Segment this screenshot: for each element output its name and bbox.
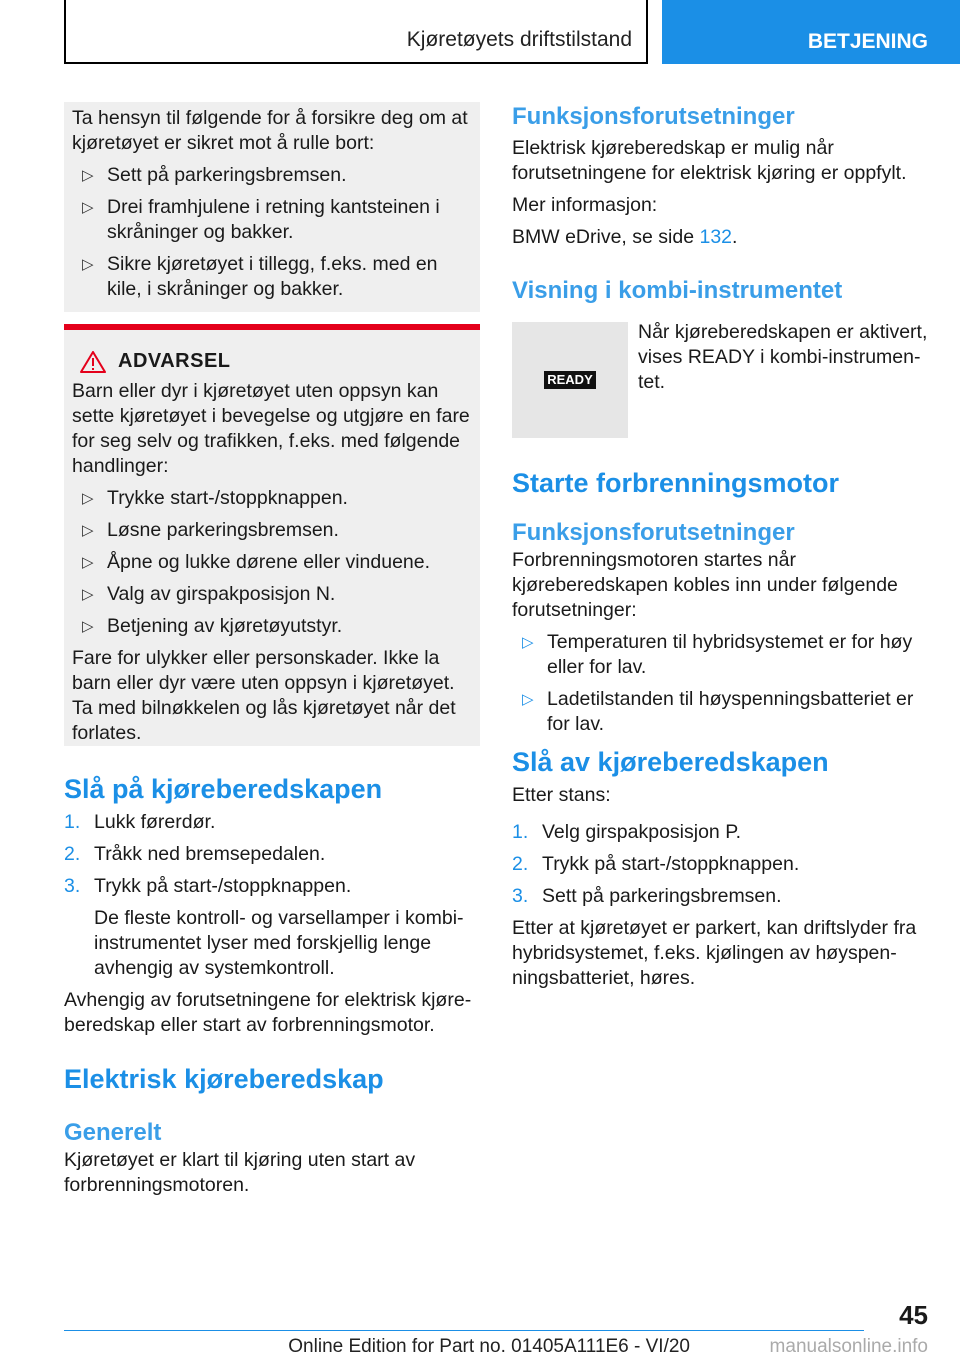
list-item: ▷ Åpne og lukke dørene eller vinduene.	[82, 551, 431, 573]
warning-heading	[72, 350, 472, 373]
section-heading: Slå på kjøreberedskapen	[64, 774, 383, 804]
step-item: 3. Trykk på start-/stoppknappen.	[64, 875, 352, 897]
list-item: ▷ Sett på parkeringsbremsen.	[82, 164, 347, 186]
page-number: 45	[899, 1300, 928, 1330]
section-heading: Starte forbrenningsmotor	[512, 468, 840, 498]
warning-list	[72, 486, 472, 639]
list-item: ▷ Valg av girspakposisjon N.	[82, 583, 336, 605]
section-text: Etter at kjøretøyet er parkert, kan driftslyder fra hybridsystemet, f.eks. kjølingen av høyspenningsbatteriet, høres.	[512, 917, 917, 989]
list-item: ▷ Ladetilstanden til høyspenningsbatteriet er for lav.	[522, 688, 914, 735]
section-start-engine	[512, 466, 928, 737]
warning-footer: Fare for ulykker eller personskader. Ikke la barn eller dyr være uten oppsyn i kjøretøyet. Ta med bilnøkkelen og lås kjøretøyet når det forlates.	[72, 647, 456, 744]
section-text: Forbrenningsmotoren startes når kjøreberedskapen kobles inn under følgende forutsetninger:	[512, 549, 898, 621]
reference-line: BMW eDrive, se side 132.	[512, 226, 738, 248]
intro-text: Ta hensyn til følgende for å forsikre deg om at kjøretøyet er sikret mot å rulle bort:	[72, 107, 468, 154]
section-heading: Elektrisk kjøreberedskap	[64, 1064, 384, 1094]
subsection-heading: Generelt	[64, 1119, 162, 1146]
intro-list	[72, 163, 472, 302]
header-title: Kjøretøyets driftstilstand	[406, 28, 632, 51]
ready-badge: READY	[544, 371, 596, 389]
header-frame	[64, 0, 648, 64]
section-intro: Etter stans:	[512, 784, 611, 806]
triangle-bullet-icon: ▷	[522, 634, 534, 651]
footer-edition: Online Edition for Part no. 01405A111E6 - VI/20	[288, 1336, 690, 1357]
section-heading: Slå av kjøreberedskapen	[512, 747, 829, 777]
triangle-bullet-icon: ▷	[522, 691, 534, 708]
subsection-heading: Funksjonsforutsetninger	[512, 519, 795, 546]
numbered-steps	[512, 820, 928, 909]
step-item: 2. Tråkk ned bremsepedalen.	[64, 843, 326, 865]
section-start-ready	[64, 772, 480, 1038]
header-section-tab: BETJENING	[662, 0, 960, 64]
warning-box	[64, 330, 480, 746]
section-text: Avhengig av forutsetningene for elektrisk kjøreberedskap eller start av forbrenningsmotor.	[64, 989, 472, 1036]
page-reference-link[interactable]: 132	[699, 226, 733, 248]
footer-divider	[64, 1330, 864, 1331]
list-item: ▷ Sikre kjøretøyet i tillegg, f.eks. med en kile, i skråninger og bakker.	[82, 253, 438, 300]
triangle-bullet-icon: ▷	[82, 490, 94, 507]
list-item: ▷ Løsne parkeringsbremsen.	[82, 519, 339, 541]
triangle-bullet-icon: ▷	[82, 586, 94, 603]
list-item: ▷ Drei framhjulene i retning kantsteinen i skråninger og bakker.	[82, 196, 440, 243]
list-item: ▷ Betjening av kjøretøyutstyr.	[82, 615, 343, 637]
section-cluster-display	[512, 276, 928, 393]
triangle-bullet-icon: ▷	[82, 554, 94, 571]
step-item: 1. Lukk førerdør.	[64, 811, 216, 833]
step-note: De fleste kontroll- og varsellamper i kombi-instrumentet lyser med forskjellig lenge avhengig av systemkontroll.	[94, 907, 464, 979]
step-item: 2. Trykk på start-/stoppknappen.	[512, 853, 800, 875]
section-stop-ready	[512, 745, 928, 991]
triangle-bullet-icon: ▷	[82, 256, 94, 273]
section-prerequisites	[512, 102, 928, 250]
more-info-label: Mer informasjon:	[512, 194, 658, 216]
subsection-heading: Visning i kombi-instrumentet	[512, 277, 843, 304]
warning-text: Barn eller dyr i kjøretøyet uten oppsyn kan sette kjøretøyet i bevegelse og utgjøre en fare for seg selv og trafikken, f.eks. med følgende handlinger:	[72, 380, 470, 477]
triangle-bullet-icon: ▷	[82, 522, 94, 539]
subsection-heading: Funksjonsforutsetninger	[512, 103, 795, 130]
step-item: 1. Velg girspakposisjon P.	[512, 821, 742, 843]
triangle-bullet-icon: ▷	[82, 618, 94, 635]
intro-box	[64, 102, 480, 312]
warning-triangle-icon	[80, 351, 106, 373]
triangle-bullet-icon: ▷	[82, 199, 94, 216]
triangle-bullet-icon: ▷	[82, 167, 94, 184]
section-text: Elektrisk kjøreberedskap er mulig når forutsetningene for elektrisk kjøring er oppfylt.	[512, 137, 907, 184]
conditions-list	[512, 630, 928, 737]
list-item: ▷ Trykke start-/stoppknappen.	[82, 487, 348, 509]
step-item: 3. Sett på parkeringsbremsen.	[512, 885, 782, 907]
section-text: Når kjøreberedskapen er aktivert, vises READY i kombi-instrumentet.	[638, 321, 928, 393]
list-item: ▷ Temperaturen til hybridsystemet er for høy eller for lav.	[522, 631, 913, 678]
ready-indicator-image	[512, 322, 628, 438]
section-electric-ready	[64, 1062, 480, 1198]
watermark: manualsonline.info	[769, 1336, 928, 1357]
numbered-steps	[64, 810, 480, 899]
warning-title: ADVARSEL	[118, 350, 231, 372]
section-text: Kjøretøyet er klart til kjøring uten start av forbrenningsmotoren.	[64, 1149, 416, 1196]
